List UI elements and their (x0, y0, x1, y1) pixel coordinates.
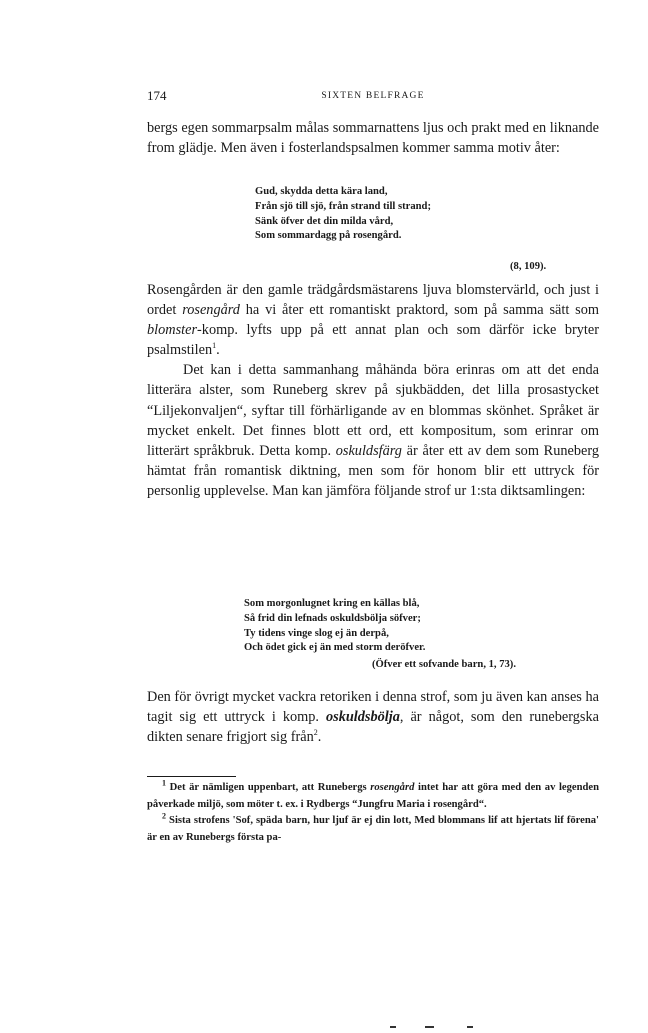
verse-2-line-4: Och ödet gick ej än med storm deröfver. (244, 642, 426, 654)
footnote-2-text: Sista strofens 'Sof, späda barn, hur ljuf är ej din lott, Med blommans lif att hjertats lif förena' är en av Runebergs första pa- (147, 815, 599, 843)
page-number: 174 (147, 88, 167, 103)
paragraph-2-text-a: Rosengården är den gamle trädgårdsmästarens ljuva blomstervärld, och just i ordet (147, 282, 599, 319)
footnote-2-mark: 2 (162, 811, 166, 821)
footnote-2 (147, 813, 599, 846)
verse-1-line-4: Som sommardagg på rosengård. (255, 230, 402, 242)
verse-1-line-2: Från sjö till sjö, från strand till strand; (255, 200, 431, 212)
footnote-1-emphasis: rosengård (370, 782, 415, 793)
paragraph-2-text-b: ha vi åter ett romantiskt praktord, som på samma sätt som (239, 302, 599, 319)
running-head: SIXTEN BELFRAGE (321, 91, 425, 101)
verse-2-line-3: Ty tidens vinge slog ej än derpå, (244, 627, 389, 639)
paragraph-3-text-b: är åter ett av dem som Runeberg hämtat från romantisk diktning, men som för honom blir ett uttryck för personlig upplevelse. Man kan jämföra följande strof ur 1:sta diktsamlingen: (147, 442, 599, 499)
scan-artifact-mark (425, 1026, 434, 1028)
footnotes (147, 780, 599, 846)
page-header (147, 88, 599, 108)
scan-artifact-mark (390, 1026, 396, 1028)
emphasis-blomster: blomster (147, 322, 198, 339)
verse-2 (244, 597, 425, 656)
verse-2-citation: (Öfver ett sofvande barn, 1, 73). (372, 659, 516, 670)
footnote-1-mark: 1 (162, 778, 166, 788)
verse-2-line-1: Som morgonlugnet kring en källas blå, (244, 598, 420, 609)
paragraph-4-text-c: . (317, 729, 322, 746)
emphasis-oskuldsfarg: oskuldsfärg (335, 442, 402, 459)
footnote-1 (147, 780, 599, 813)
paragraph-4 (147, 687, 599, 747)
paragraph-4-text-b: , är något, som den runebergska dikten senare frigjort sig från (147, 709, 599, 746)
verse-2-line-2: Så frid din lefnads oskuldsbölja söfver; (244, 612, 421, 624)
footnote-1-text-b: intet har att göra med den av legenden påverkade miljö, som möter t. ex. i Rydbergs “Jungfru Maria i rosengård“. (147, 782, 599, 810)
footnote-1-text-a: Det är nämligen uppenbart, att Runebergs (166, 782, 371, 793)
paragraph-3-text-a: Det kan i detta sammanhang måhända böra erinras om att det enda litterära alster, som Runeberg skrev på sjukbädden, det lilla prosastycket “Liljekonvaljen“, syftar till förhärligande av en blommas skönhet. Språket är mycket enkelt. Det finnes blott ett ord, ett kompositum, som erinrar om litterärt språkbruk. Detta komp. (147, 362, 599, 459)
paragraph-2-text-d: . (216, 342, 220, 359)
paragraph-1-text: bergs egen sommarpsalm målas sommarnattens ljus och prakt med en liknande from glädje. Men även i fosterlandspsalmen kommer samma motiv åter: (147, 120, 599, 157)
footnote-ref-2: 2 (313, 728, 318, 738)
verse-1-citation: (8, 109). (510, 261, 547, 272)
emphasis-rosengard: rosengård (182, 302, 240, 319)
paragraph-1 (147, 118, 599, 158)
footnote-ref-1: 1 (212, 341, 217, 351)
verse-1 (255, 185, 431, 244)
paragraph-2-text-c: -komp. lyfts upp på ett annat plan och som därför icke bryter psalmstilen (147, 322, 599, 359)
paragraph-4-text-a: Den för övrigt mycket vackra retoriken i denna strof, som ju även kan anses ha tagit sig ett uttryck i komp. (147, 689, 599, 726)
verse-1-line-3: Sänk öfver det din milda vård, (255, 215, 394, 227)
footnote-separator (147, 776, 236, 777)
paragraph-2 (147, 280, 599, 501)
verse-1-line-1: Gud, skydda detta kära land, (255, 186, 388, 197)
emphasis-oskuldsbolja: oskuldsbölja (326, 709, 400, 726)
scan-artifact-mark (467, 1026, 473, 1028)
